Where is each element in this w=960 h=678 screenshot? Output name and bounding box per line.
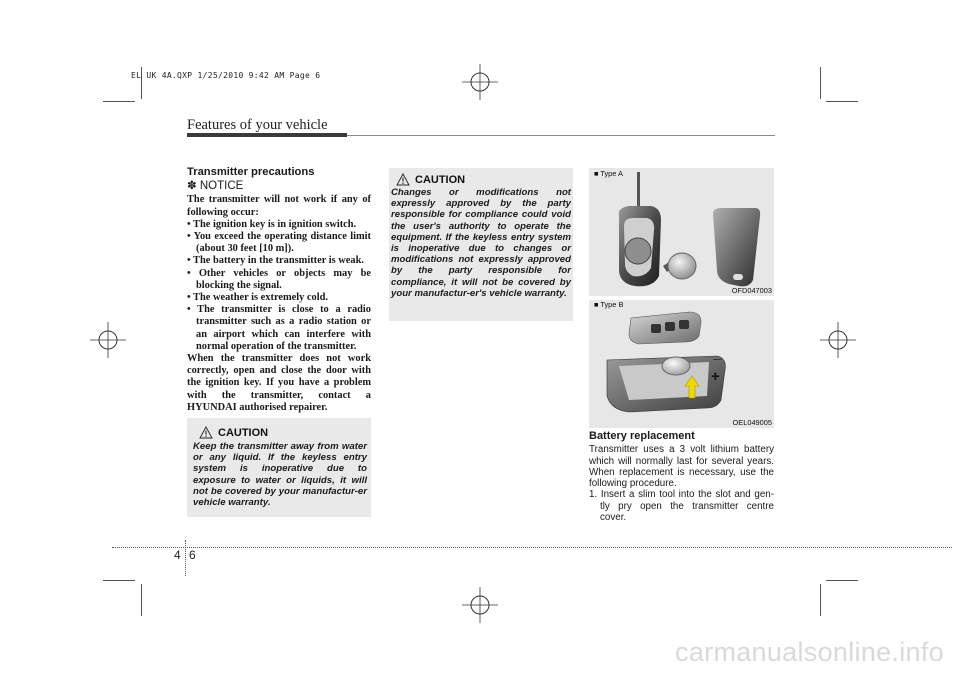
print-slug: EL UK 4A.QXP 1/25/2010 9:42 AM Page 6 <box>131 71 321 80</box>
figure-type-a <box>589 168 774 296</box>
crop-mark <box>826 580 858 581</box>
smart-key-illustration <box>589 300 774 428</box>
footer-dotted-rule <box>112 547 952 548</box>
battery-replacement-heading: Battery replacement <box>589 430 695 442</box>
caution-text: Keep the transmitter away from water or any liquid. If the keyless entry system is inoperative due to exposure to water or liquids, it will not be covered by your manufactur-er vehicle warranty. <box>193 441 367 509</box>
figure-label: ■ Type B <box>594 300 624 309</box>
list-item: • The transmitter is close to a radio transmitter such as a radio station or an airport which can interfere with normal operation of the transmitter. <box>187 304 371 352</box>
header-bar <box>187 133 347 137</box>
list-item: • The weather is extremely cold. <box>187 292 328 304</box>
caution-text: Changes or modifications not expressly approved by the party responsible for compliance could void the user's authority to operate the equipment. If the keyless entry system is inoperative due to changes or modifications not expressly approved by the party responsible for compliance, it will not be covered by your manufactur-er's vehicle warranty. <box>391 187 571 299</box>
crop-mark <box>820 584 821 616</box>
registration-mark-icon <box>818 320 858 360</box>
notice-heading <box>187 180 371 192</box>
outro-paragraph: When the transmitter does not work correctly, open and close the door with the ignition key. If you have a problem with the transmitter, contact a HYUNDAI authorised repairer. <box>187 353 371 413</box>
section-title: Features of your vehicle <box>187 117 328 133</box>
crop-mark <box>826 101 858 102</box>
crop-mark <box>103 101 135 102</box>
list-item: • You exceed the operating distance limit (about 30 feet [10 m]). <box>187 231 371 255</box>
figure-code: OEL049005 <box>732 418 772 427</box>
list-item: • Other vehicles or objects may be blocking the signal. <box>187 267 371 291</box>
transmitter-precautions-heading: Transmitter precautions <box>187 166 315 178</box>
notice-star-icon: ✽ <box>187 180 197 193</box>
list-item: 1. Insert a slim tool into the slot and gen-tly pry open the transmitter centre cover. <box>589 489 774 524</box>
notice-label: NOTICE <box>199 180 244 193</box>
crop-mark <box>103 580 135 581</box>
registration-mark-icon <box>88 320 128 360</box>
list-item: • The battery in the transmitter is weak. <box>187 255 364 267</box>
figure-label: ■ Type A <box>594 169 623 178</box>
battery-plus-sign: + <box>711 368 720 385</box>
registration-mark-icon <box>460 585 500 625</box>
warning-triangle-icon <box>199 426 213 439</box>
crop-mark <box>141 584 142 616</box>
watermark: carmanualsonline.info <box>675 637 944 667</box>
flip-key-illustration <box>589 168 774 296</box>
caution-box-modifications <box>389 168 573 321</box>
caution-label: CAUTION <box>218 426 269 439</box>
battery-replacement-section <box>589 431 774 523</box>
registration-mark-icon <box>460 62 500 102</box>
caution-box-water <box>187 418 371 517</box>
list-item: • The ignition key is in ignition switch. <box>187 218 357 230</box>
figure-type-b <box>589 300 774 428</box>
battery-minus-sign: _ <box>713 345 722 362</box>
battery-paragraph: Transmitter uses a 3 volt lithium battery which will normally last for several years. When replacement is necessary, use the following procedure. <box>589 444 774 490</box>
chapter-number: 4 <box>174 548 181 562</box>
page-number: 6 <box>189 548 196 562</box>
crop-mark <box>820 67 821 99</box>
figure-code: OFD047003 <box>731 286 772 295</box>
header-rule <box>347 135 775 137</box>
warning-triangle-icon <box>396 173 410 186</box>
intro-paragraph: The transmitter will not work if any of following occur: <box>187 194 371 218</box>
footer-dotted-divider <box>185 540 186 576</box>
transmitter-precautions-column <box>187 166 371 414</box>
caution-label: CAUTION <box>415 173 466 186</box>
